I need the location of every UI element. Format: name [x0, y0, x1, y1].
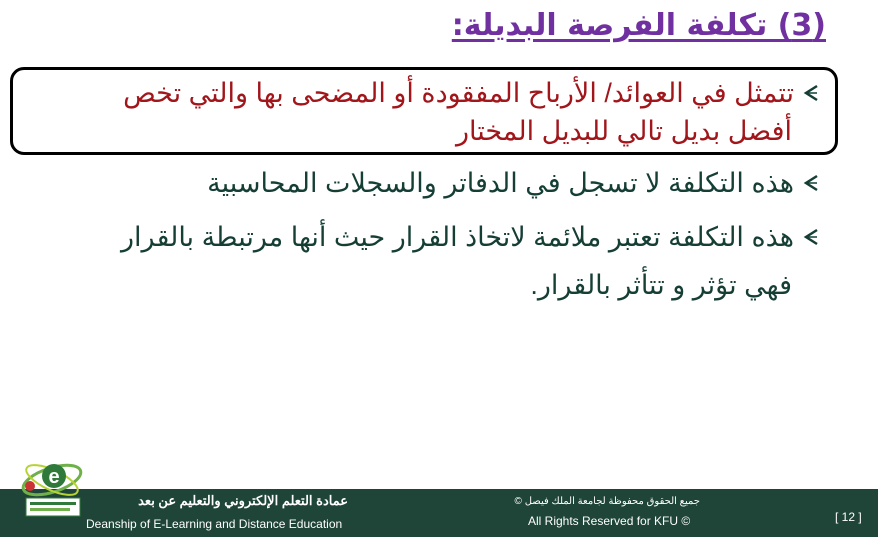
arrow-bullet-icon — [802, 169, 822, 200]
bullet-3-line-1 — [121, 222, 822, 254]
arrow-bullet-icon — [802, 79, 822, 110]
bullet-1-text-2: أفضل بديل تالي للبديل المختار — [455, 116, 792, 146]
bullet-1-line-2 — [456, 116, 792, 147]
arrow-bullet-icon — [802, 223, 822, 254]
bullet-3-line-2 — [530, 270, 792, 301]
bullet-2-text: هذه التكلفة لا تسجل في الدفاتر والسجلات المحاسبية — [207, 168, 794, 198]
bullet-3-text-1: هذه التكلفة تعتبر ملائمة لاتخاذ القرار حيث أنها مرتبطة بالقرار — [121, 222, 794, 252]
page-number: [ 12 ] — [835, 510, 862, 524]
bullet-2 — [207, 168, 822, 200]
kfu-elearning-logo — [18, 456, 88, 522]
footer-bar — [0, 489, 878, 537]
slide-title: (3) تكلفة الفرصة البديلة: — [451, 8, 826, 43]
deanship-arabic: عمادة التعلم الإلكتروني والتعليم عن بعد — [138, 493, 348, 508]
bullet-1-text-1: تتمثل في العوائد/ الأرباح المفقودة أو المضحى بها والتي تخص — [123, 78, 794, 108]
bullet-3-text-2: فهي تؤثر و تتأثر بالقرار. — [530, 270, 792, 300]
bullet-1-line-1 — [123, 78, 822, 110]
deanship-english: Deanship of E-Learning and Distance Education — [86, 517, 343, 531]
rights-english: All Rights Reserved for KFU © — [528, 514, 691, 528]
svg-text:e: e — [48, 466, 60, 488]
rights-arabic: جميع الحقوق محفوظة لجامعة الملك فيصل © — [514, 496, 700, 507]
